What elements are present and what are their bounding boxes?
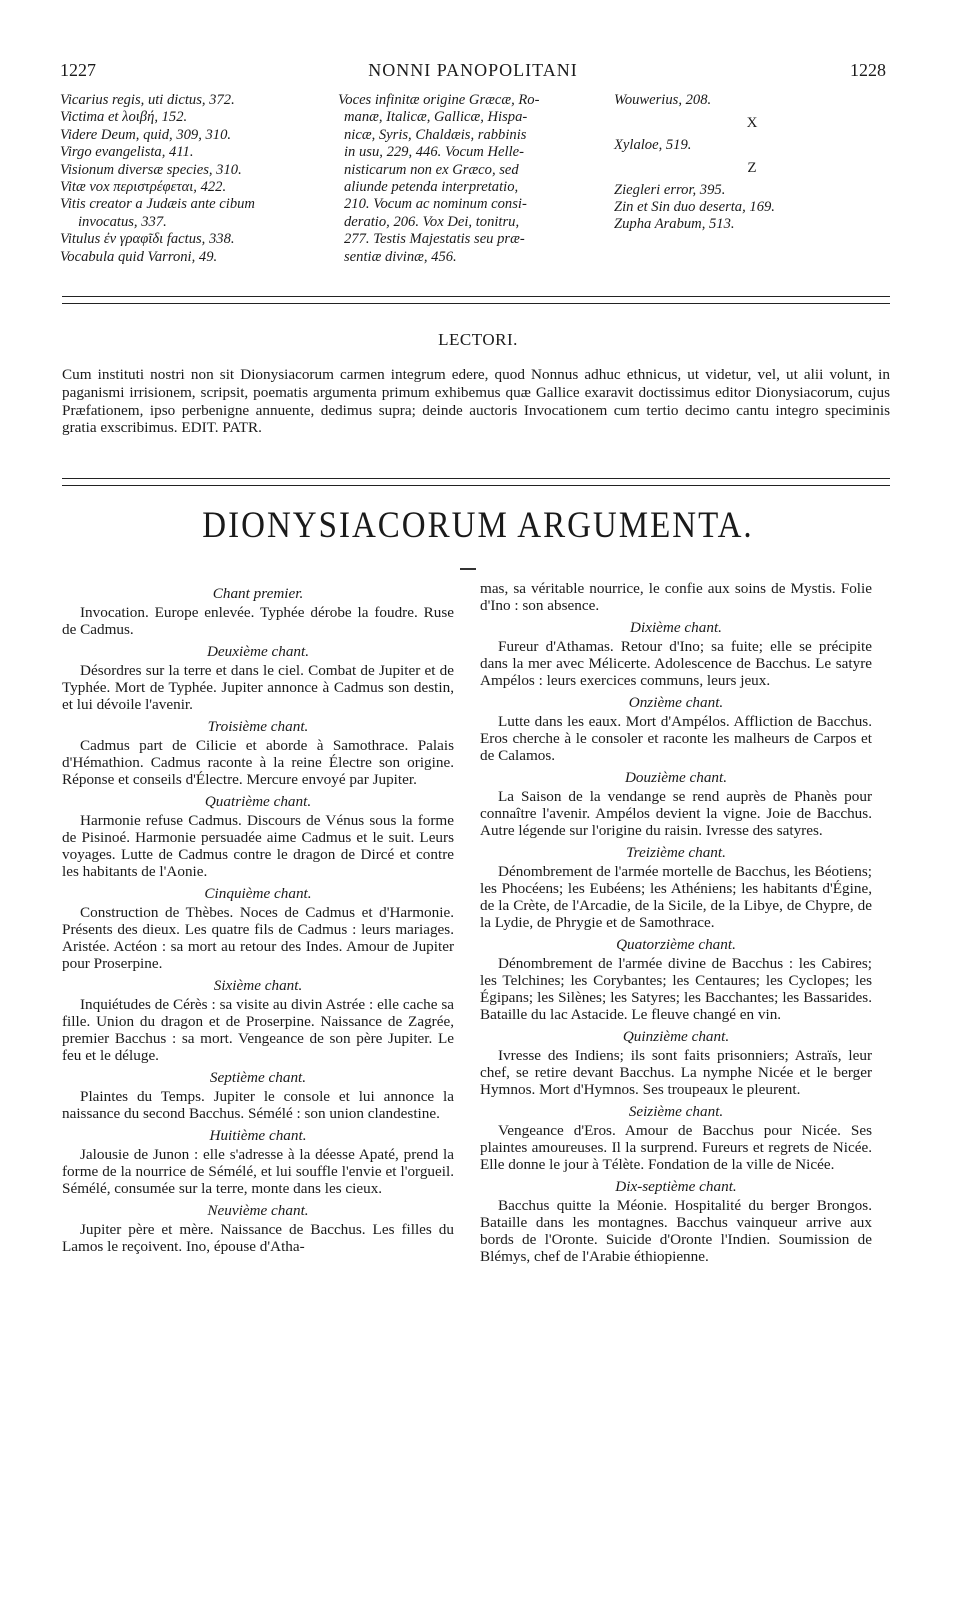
index-entry-line: deratio, 206. Vox Dei, tonitru,	[344, 213, 520, 230]
chant-summary: Jupiter père et mère. Naissance de Bacchus. Les filles du Lamos le reçoivent. Ino, épouse d'Atha-	[62, 1221, 454, 1255]
chant-summary: Harmonie refuse Cadmus. Discours de Vénus sous la forme de Pisinoé. Harmonie persuadée aime Cadmus et le suit. Leurs voyages. Lutte de Cadmus contre le dragon de Dircé et contre les habitants de l'Aonie.	[62, 812, 454, 880]
index-entry: Vicarius regis, uti dictus, 372.	[60, 92, 235, 108]
index-column-3	[614, 92, 890, 234]
section-divider-rule	[62, 296, 890, 304]
index-entry-line: 277. Testis Majestatis seu præ-	[344, 231, 525, 248]
chant-section	[62, 1069, 454, 1122]
running-header	[60, 60, 886, 86]
index-entry-line: Voces infinitæ origine Græcæ, Ro-	[338, 92, 540, 108]
chant-section	[62, 885, 454, 972]
chant-heading: Cinquième chant.	[204, 885, 312, 902]
lectori-heading: LECTORI.	[438, 330, 518, 349]
lectori-paragraph: Cum instituti nostri non sit Dionysiacorum carmen integrum edere, quod Nonnus adhuc ethnicus, ut videtur, vel, ut alii volunt, in paganismi irrisionem, scripsit, poematis argumenta primum exhibemus quæ Gallice exaravit doctissimus editor Dionysiacorum, cujus Præfationem, ipso perbenigne annuente, dedimus supra; deinde auctoris Invocationem cum tertio decimo cantu integro speciminis gratia exscribimus. EDIT. PATR.	[62, 366, 890, 437]
index-entry: Videre Deum, quid, 309, 310.	[60, 126, 232, 143]
index-letter-heading: Z	[747, 160, 757, 177]
chant-section	[62, 718, 454, 788]
running-title: NONNI PANOPOLITANI	[368, 60, 578, 80]
chant-heading: Huitième chant.	[209, 1127, 307, 1144]
chant-section	[62, 1127, 454, 1197]
index-entry: Vitæ vox περιστρέφεται, 422.	[60, 179, 227, 196]
chant-section	[480, 936, 872, 1023]
chant-heading: Seizième chant.	[628, 1103, 724, 1120]
chant-heading: Quatorzième chant.	[616, 936, 736, 953]
chant-section	[62, 977, 454, 1064]
page-number-right: 1228	[850, 60, 886, 80]
chant-summary: Dénombrement de l'armée divine de Bacchus : les Cabires; les Telchines; les Corybantes; les Centaures; les Cyclopes; les Égipans; les Silènes; les Satyres; les Bacchantes; les Bassarides. Bataille du lac Astacide. Le fleuve changé en vin.	[480, 955, 872, 1023]
chant-section	[480, 619, 872, 689]
section-divider-rule	[62, 478, 890, 486]
chant-summary: Désordres sur la terre et dans le ciel. Combat de Jupiter et de Typhée. Mort de Typhée. Jupiter annonce à Cadmus son destin, et lui dévoile l'avenir.	[62, 662, 454, 713]
chant-heading: Septième chant.	[209, 1069, 307, 1086]
chant-section	[480, 694, 872, 764]
chant-heading: Dix-septième chant.	[615, 1178, 737, 1195]
chant-summary: Plaintes du Temps. Jupiter le console et lui annonce la naissance du second Bacchus. Sémélé : son union clandestine.	[62, 1088, 454, 1122]
chant-summary: Fureur d'Athamas. Retour d'Ino; sa fuite; elle se précipite dans la mer avec Mélicerte. Adolescence de Bacchus. Le satyre Ampélos : leurs exercices communs, leurs jeux.	[480, 638, 872, 689]
chant-section	[480, 769, 872, 839]
index-entry-line: manæ, Italicæ, Gallicæ, Hispa-	[344, 109, 528, 126]
chant-section	[62, 793, 454, 880]
index-entry-line: nicæ, Syris, Chaldæis, rabbinis	[344, 126, 527, 143]
index-entry: Virgo evangelista, 411.	[60, 144, 194, 161]
page-number-left: 1227	[60, 60, 96, 80]
index-entry-line: in usu, 229, 446. Vocum Helle-	[344, 144, 524, 161]
index-column-1	[60, 92, 330, 266]
argument-column-left	[62, 580, 454, 1255]
index-entry: Ziegleri error, 395.	[614, 181, 726, 198]
chant-summary: Jalousie de Junon : elle s'adresse à la déesse Apaté, prend la forme de la nourrice de Sémélé, et lui souffle l'envie et l'orgueil. Sémélé, consumée sur la terre, monte dans les cieux.	[62, 1146, 454, 1197]
index-entry: Wouwerius, 208.	[614, 92, 712, 108]
chant-summary: Construction de Thèbes. Noces de Cadmus et d'Harmonie. Présents des dieux. Les quatre fils de Cadmus : leurs mariages. Aristée. Actéon : sa mort au retour des Indes. Amour de Jupiter pour Proserpine.	[62, 904, 454, 972]
chant-summary: Ivresse des Indiens; ils sont faits prisonniers; Astraïs, leur chef, se retire devant Bacchus. La nymphe Nicée et le berger Hymnos. Mort d'Hymnos. Ses troupeaux le pleurent.	[480, 1047, 872, 1098]
chant-heading: Quatrième chant.	[204, 793, 312, 810]
chant-summary: Vengeance d'Eros. Amour de Bacchus pour Nicée. Ses plaintes amoureuses. Il la surprend. Fureurs et regrets de Nicée. Elle donne le jour à Télète. Fondation de la ville de Nicée.	[480, 1122, 872, 1173]
index-column-2	[338, 92, 604, 266]
index-entry-line: nisticarum non ex Græco, sed	[344, 161, 519, 178]
chant-heading: Troisième chant.	[207, 718, 309, 735]
index-entry: invocatus, 337.	[78, 213, 167, 230]
index-entry: Victima et λοιβή, 152.	[60, 109, 188, 126]
chant-heading: Onzième chant.	[628, 694, 724, 711]
chant-heading: Quinzième chant.	[622, 1028, 730, 1045]
chant-heading: Douzième chant.	[624, 769, 728, 786]
chant-heading: Sixième chant.	[213, 977, 303, 994]
chant-heading: Chant premier.	[212, 585, 304, 602]
continuation-text: mas, sa véritable nourrice, le confie aux soins de Mystis. Folie d'Ino : son absence.	[480, 580, 872, 614]
chant-heading: Neuvième chant.	[207, 1202, 309, 1219]
index-entry: Visionum diversæ species, 310.	[60, 161, 242, 178]
chant-section	[62, 585, 454, 638]
chant-section	[62, 643, 454, 713]
argument-column-right	[480, 580, 872, 1265]
chant-summary: La Saison de la vendange se rend auprès de Phanès pour connaître l'avenir. Ampélos devient la vigne. Joie de Bacchus. Autre légende sur l'origine du raisin. Ivresse des satyres.	[480, 788, 872, 839]
chant-summary: Lutte dans les eaux. Mort d'Ampélos. Affliction de Bacchus. Eros cherche à le consoler et raconte les malheurs de Carpos et de Calamos.	[480, 713, 872, 764]
chant-summary: Dénombrement de l'armée mortelle de Bacchus, les Béotiens; les Phocéens; les Eubéens; les Athéniens; les habitants d'Égine, de la Crète, de l'Arcadie, de la Sicile, de la Libye, de Chypre, de la Lydie, de Phrygie et de Samothrace.	[480, 863, 872, 931]
index-entry: Xylaloe, 519.	[614, 136, 692, 153]
chant-section	[480, 1178, 872, 1265]
chant-summary: Invocation. Europe enlevée. Typhée dérobe la foudre. Ruse de Cadmus.	[62, 604, 454, 638]
chant-heading: Deuxième chant.	[206, 643, 310, 660]
chant-section	[480, 1103, 872, 1173]
chant-section	[480, 1028, 872, 1098]
chant-summary: Cadmus part de Cilicie et aborde à Samothrace. Palais d'Hémathion. Cadmus raconte à la reine Électre son origine. Réponse et conseils d'Électre. Mercure envoyé par Jupiter.	[62, 737, 454, 788]
index-entry-line: 210. Vocum ac nominum consi-	[344, 196, 527, 213]
index-entry: Vocabula quid Varroni, 49.	[60, 248, 218, 265]
main-title: DIONYSIACORUM ARGUMENTA.	[202, 505, 754, 547]
chant-summary: Inquiétudes de Cérès : sa visite au divin Astrée : elle cache sa fille. Union du dragon et de Proserpine. Naissance de Zagrée, premier Bacchus : sa mort. Vengeance de son père Jupiter. Le feu et le déluge.	[62, 996, 454, 1064]
chant-section	[480, 844, 872, 931]
title-dash	[460, 568, 476, 570]
chant-heading: Treizième chant.	[626, 844, 726, 861]
chant-summary: Bacchus quitte la Méonie. Hospitalité du berger Brongos. Bataille dans les montagnes. Bacchus vainqueur arrive aux bords de l'Oronte. Suicide d'Oronte l'Indien. Soumission de Blémys, chef de l'Arabie éthiopienne.	[480, 1197, 872, 1265]
chant-heading: Dixième chant.	[630, 619, 722, 636]
index-entry: Vitulus ἐν γραφῖδι factus, 338.	[60, 231, 235, 248]
index-entry: Zin et Sin duo deserta, 169.	[614, 199, 775, 216]
index-entry-line: sentiæ divinæ, 456.	[344, 248, 457, 265]
index-entry: Zupha Arabum, 513.	[614, 216, 735, 233]
chant-section	[62, 1202, 454, 1255]
index-entry: Vitis creator a Judæis ante cibum	[60, 196, 255, 213]
index-letter-heading: X	[746, 115, 758, 132]
index-entry-line: aliunde petenda interpretatio,	[344, 179, 519, 196]
